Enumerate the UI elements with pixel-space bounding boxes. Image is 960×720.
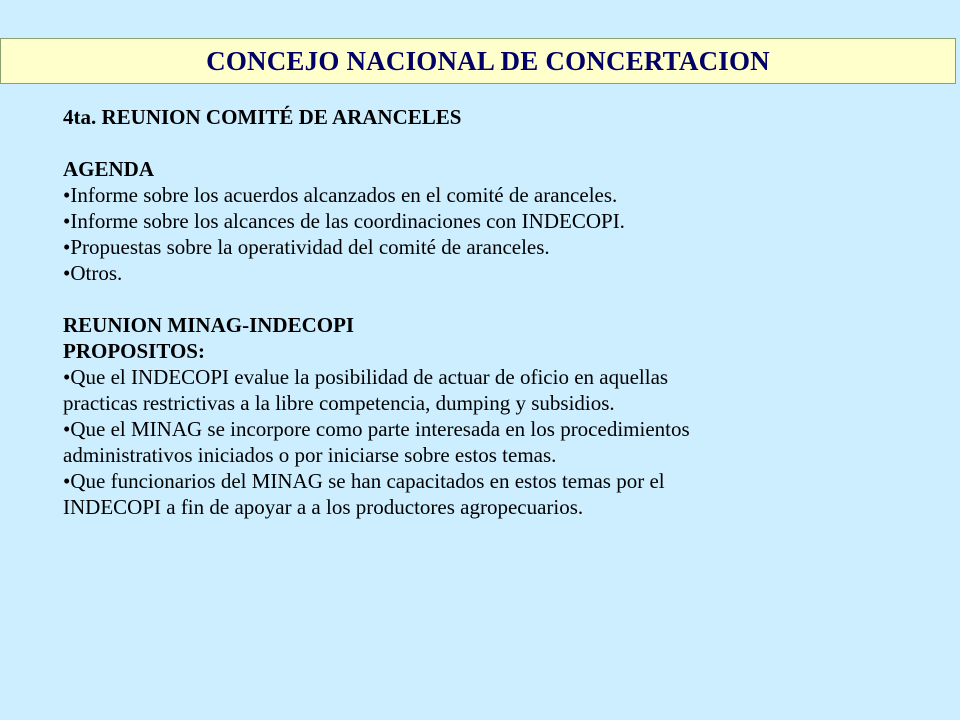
agenda-item [63,208,923,234]
purpose-item-text: Que el INDECOPI evalue la posibilidad de actuar de oficio en aquellas [70,365,669,389]
bullet-icon: • [63,417,71,441]
agenda-item-text: Informe sobre los acuerdos alcanzados en el comité de aranceles. [70,183,618,207]
agenda-item-text: Otros. [70,261,123,285]
slide-content [63,104,923,520]
purpose-item-continuation: administrativos iniciados o por iniciarse sobre estos temas. [63,443,557,467]
bullet-icon: • [63,365,71,389]
agenda-item [63,234,923,260]
purposes-label: PROPOSITOS: [63,339,205,363]
purpose-item-text: Que funcionarios del MINAG se han capacitados en estos temas por el [70,469,665,493]
page-title: CONCEJO NACIONAL DE CONCERTACION [206,45,770,76]
purposes-list [63,364,923,520]
agenda-list [63,182,923,286]
purpose-item-line [63,364,923,390]
title-banner [0,38,956,84]
purpose-item-continuation: INDECOPI a fin de apoyar a a los productores agropecuarios. [63,495,584,519]
agenda-item-text: Propuestas sobre la operatividad del comité de aranceles. [70,235,550,259]
purpose-item-line [63,416,923,442]
bullet-icon: • [63,469,71,493]
purpose-item-text: Que el MINAG se incorpore como parte interesada en los procedimientos [70,417,690,441]
bullet-icon: • [63,261,71,285]
agenda-label: AGENDA [63,157,155,181]
meeting-heading: 4ta. REUNION COMITÉ DE ARANCELES [63,105,462,129]
minag-indecopi-heading: REUNION MINAG-INDECOPI [63,313,355,337]
agenda-item [63,260,923,286]
purpose-item-line [63,468,923,494]
spacer [63,286,923,312]
purpose-item-continuation: practicas restrictivas a la libre competencia, dumping y subsidios. [63,391,615,415]
bullet-icon: • [63,209,71,233]
bullet-icon: • [63,235,71,259]
agenda-item [63,182,923,208]
agenda-item-text: Informe sobre los alcances de las coordinaciones con INDECOPI. [70,209,625,233]
bullet-icon: • [63,183,71,207]
spacer [63,130,923,156]
